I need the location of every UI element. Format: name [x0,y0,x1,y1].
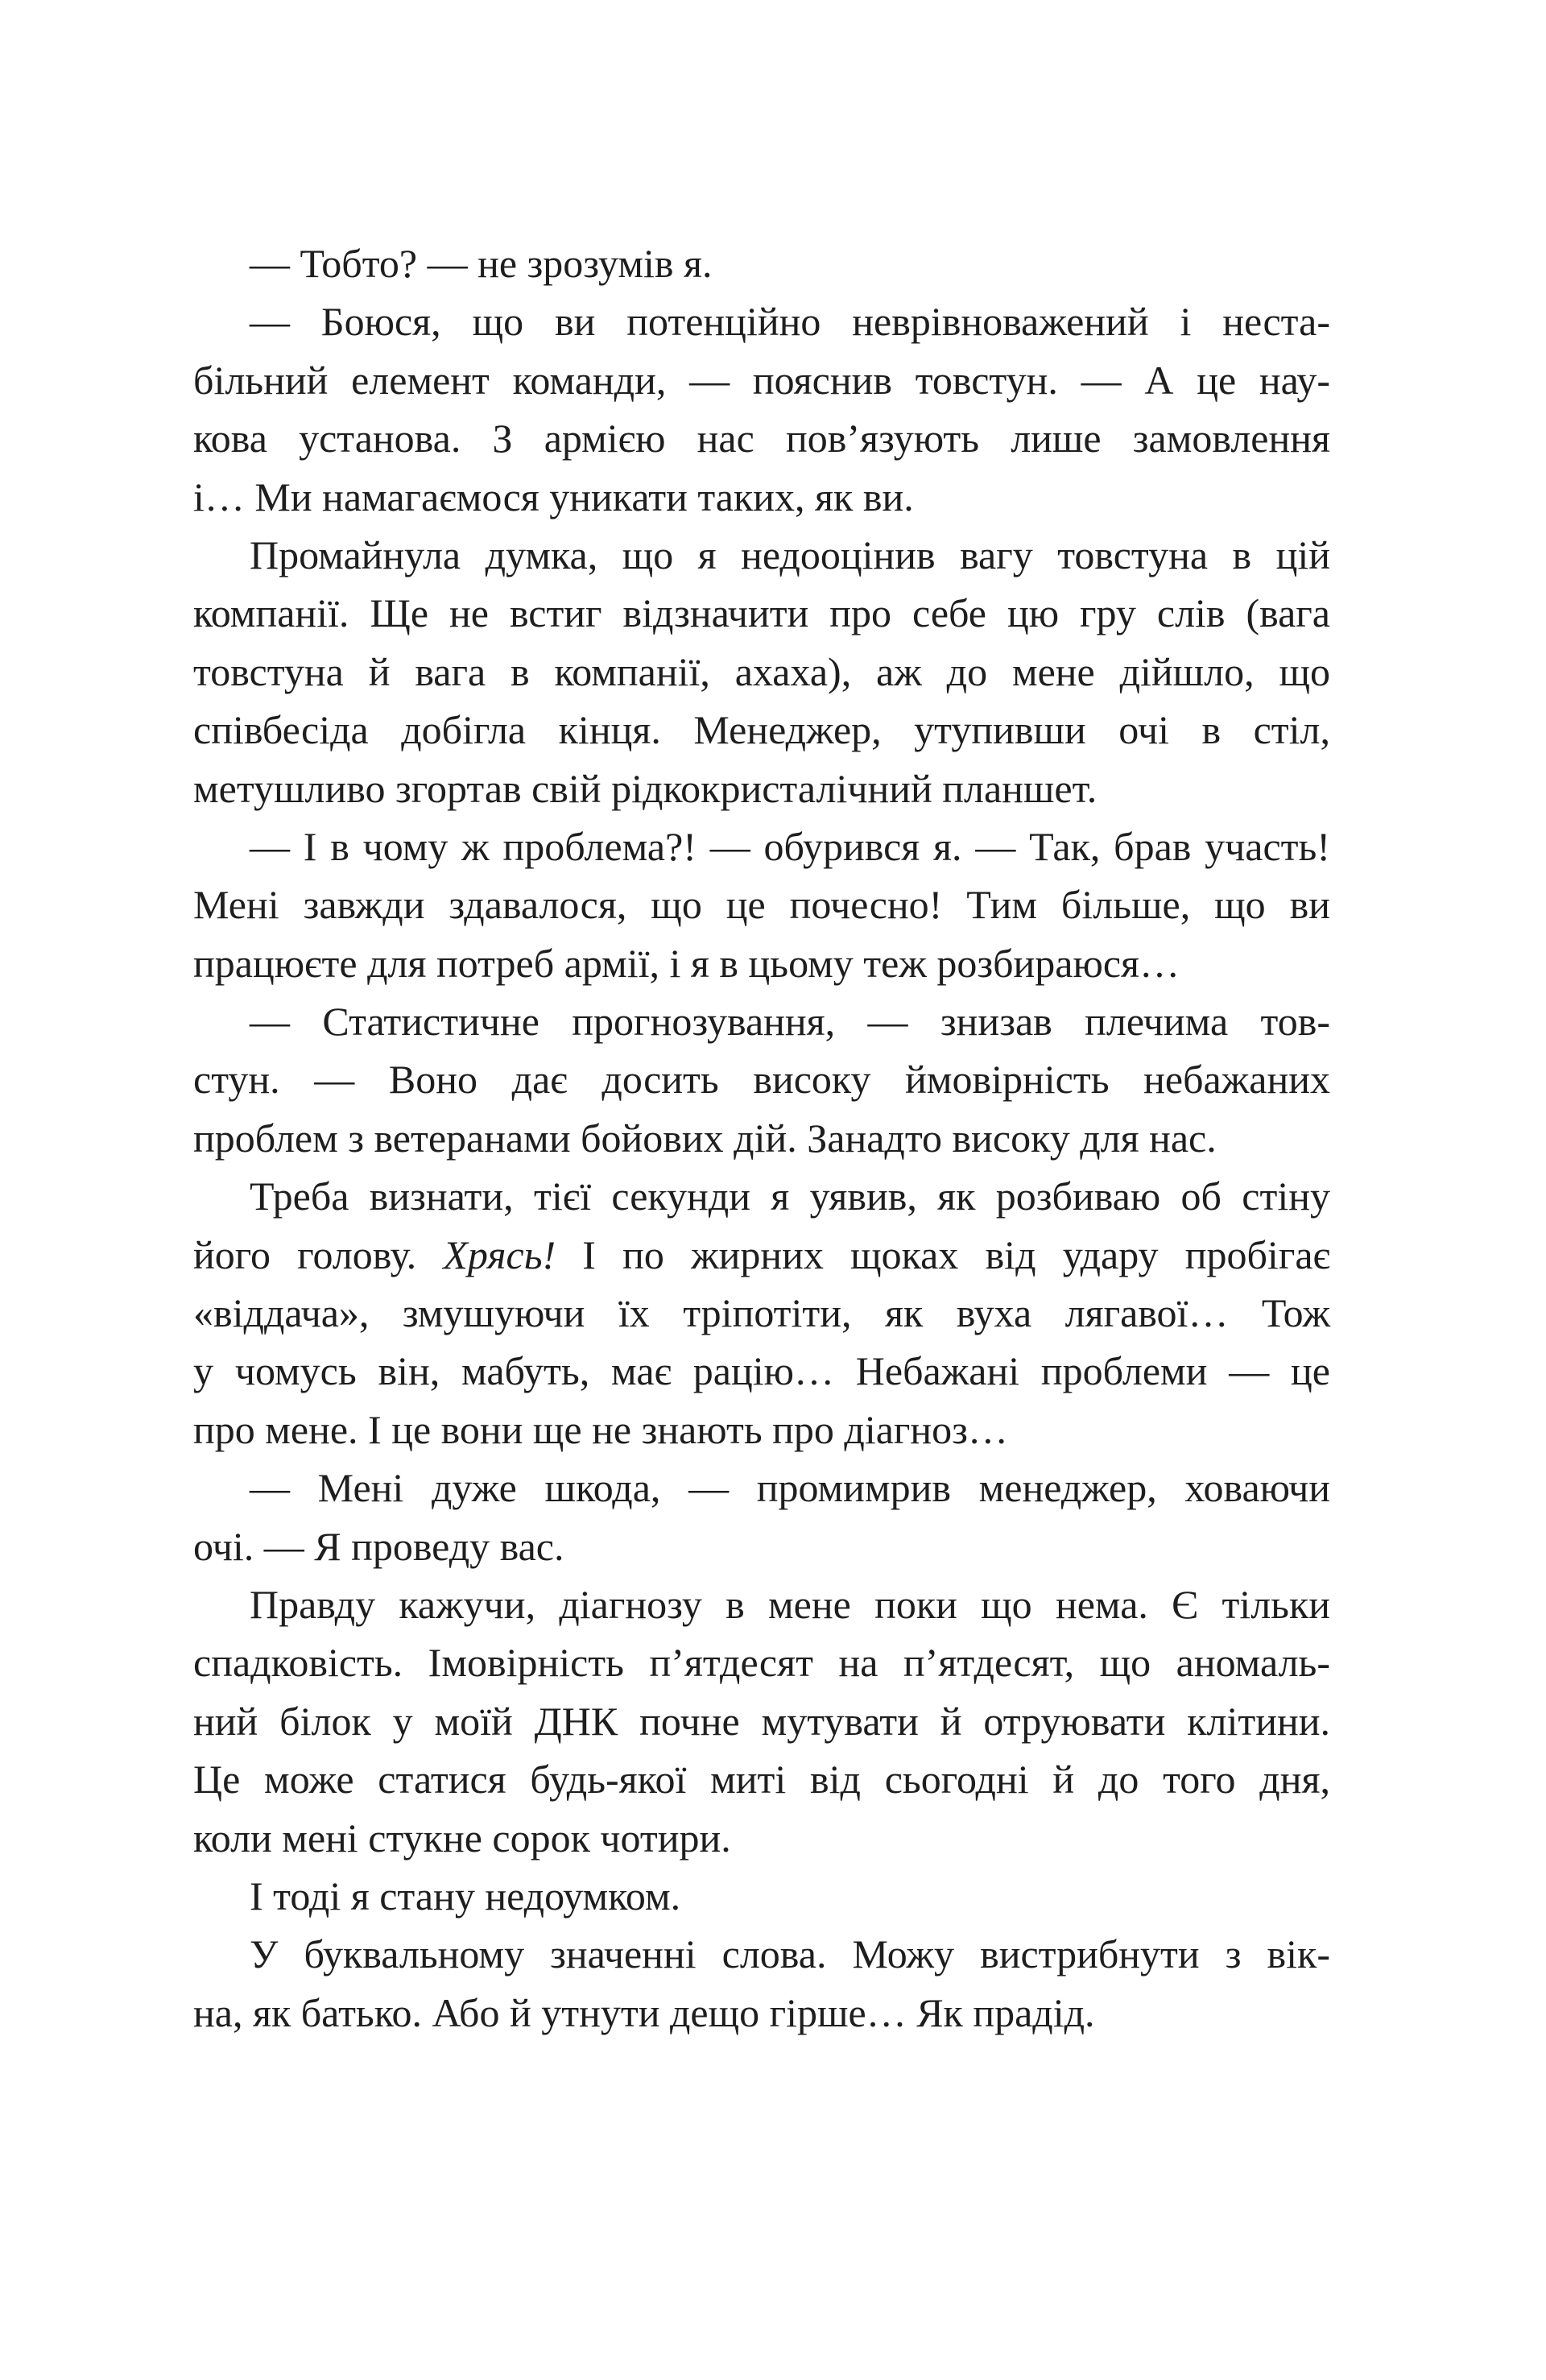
text-line: — Боюся, що ви потенційно неврівноважений і неста- [250,299,1330,345]
text-line: ний білок у моїй ДНК почне мутувати й отруювати клітини. [193,1698,1330,1744]
text-line: І тоді я стану недоумком. [250,1873,681,1918]
text-line: очі. — Я проведу вас. [193,1523,564,1569]
text-line: стун. — Воно дає досить високу ймовірність небажаних [193,1057,1330,1103]
text-line [193,1226,1330,1284]
text-line: Промайнула думка, що я недооцінив вагу товстуна в цій [250,532,1330,577]
text-line: співбесіда добігла кінця. Менеджер, утупивши очі в стіл, [193,707,1330,753]
text-line: про мене. І це вони ще не знають про діагноз… [193,1406,1008,1452]
text-line: У буквальному значенні слова. Можу вистрибнути з вік- [250,1931,1330,1977]
text-line: Мені завжди здавалося, що це почесно! Тим більше, що ви [193,882,1330,928]
emphasis-text: Хрясь! [443,1231,556,1277]
text-line: — Тобто? — не зрозумів я. [250,241,713,286]
text-line: проблем з ветеранами бойових дій. Занадто високу для нас. [193,1115,1217,1161]
text-line: спадковість. Імовірність п’ятдесят на п’ятдесят, що аномаль- [193,1640,1330,1686]
text-line: «віддача», змушуючи їх тріпотіти, як вуха лягавої… Тож [193,1290,1330,1336]
text-line: — Статистичне прогнозування, — знизав плечима тов- [250,999,1330,1045]
text-line: компанії. Ще не встиг відзначити про себе цю гру слів (вага [193,590,1330,636]
text-line: Це може статися будь-якої миті від сьогодні й до того дня, [193,1757,1330,1803]
text-line: на, як батько. Або й утнути дещо гірше… Як прадід. [193,1989,1095,2035]
text-line: Правду кажучи, діагнозу в мене поки що нема. Є тільки [250,1581,1330,1627]
line-text-segment: І по жирних щоках від удару пробігає [556,1231,1330,1277]
text-line: товстуна й вага в компанії, ахаха), аж до мене дійшло, що [193,648,1330,694]
text-line: у чомусь він, мабуть, має рацію… Небажані проблеми — це [193,1348,1330,1394]
text-line: Треба визнати, тієї секунди я уявив, як розбиваю об стіну [250,1173,1330,1219]
text-line: працюєте для потреб армії, і я в цьому теж розбираюся… [193,940,1180,986]
text-line: коли мені стукне сорок чотири. [193,1815,731,1861]
book-page-text [193,234,1330,2042]
text-line: — І в чому ж проблема?! — обурився я. — Так, брав участь! [250,823,1330,869]
text-line: і… Ми намагаємося уникати таких, як ви. [193,474,914,519]
text-line: кова установа. З армією нас пов’язують лише замовлення [193,416,1330,462]
line-text-segment: його голову. [193,1231,444,1277]
text-line: більний елемент команди, — пояснив товстун. — А це нау- [193,357,1330,403]
text-line: — Мені дуже шкода, — промимрив менеджер, ховаючи [250,1465,1330,1511]
text-line: метушливо згортав свій рідкокристалічний планшет. [193,765,1097,811]
